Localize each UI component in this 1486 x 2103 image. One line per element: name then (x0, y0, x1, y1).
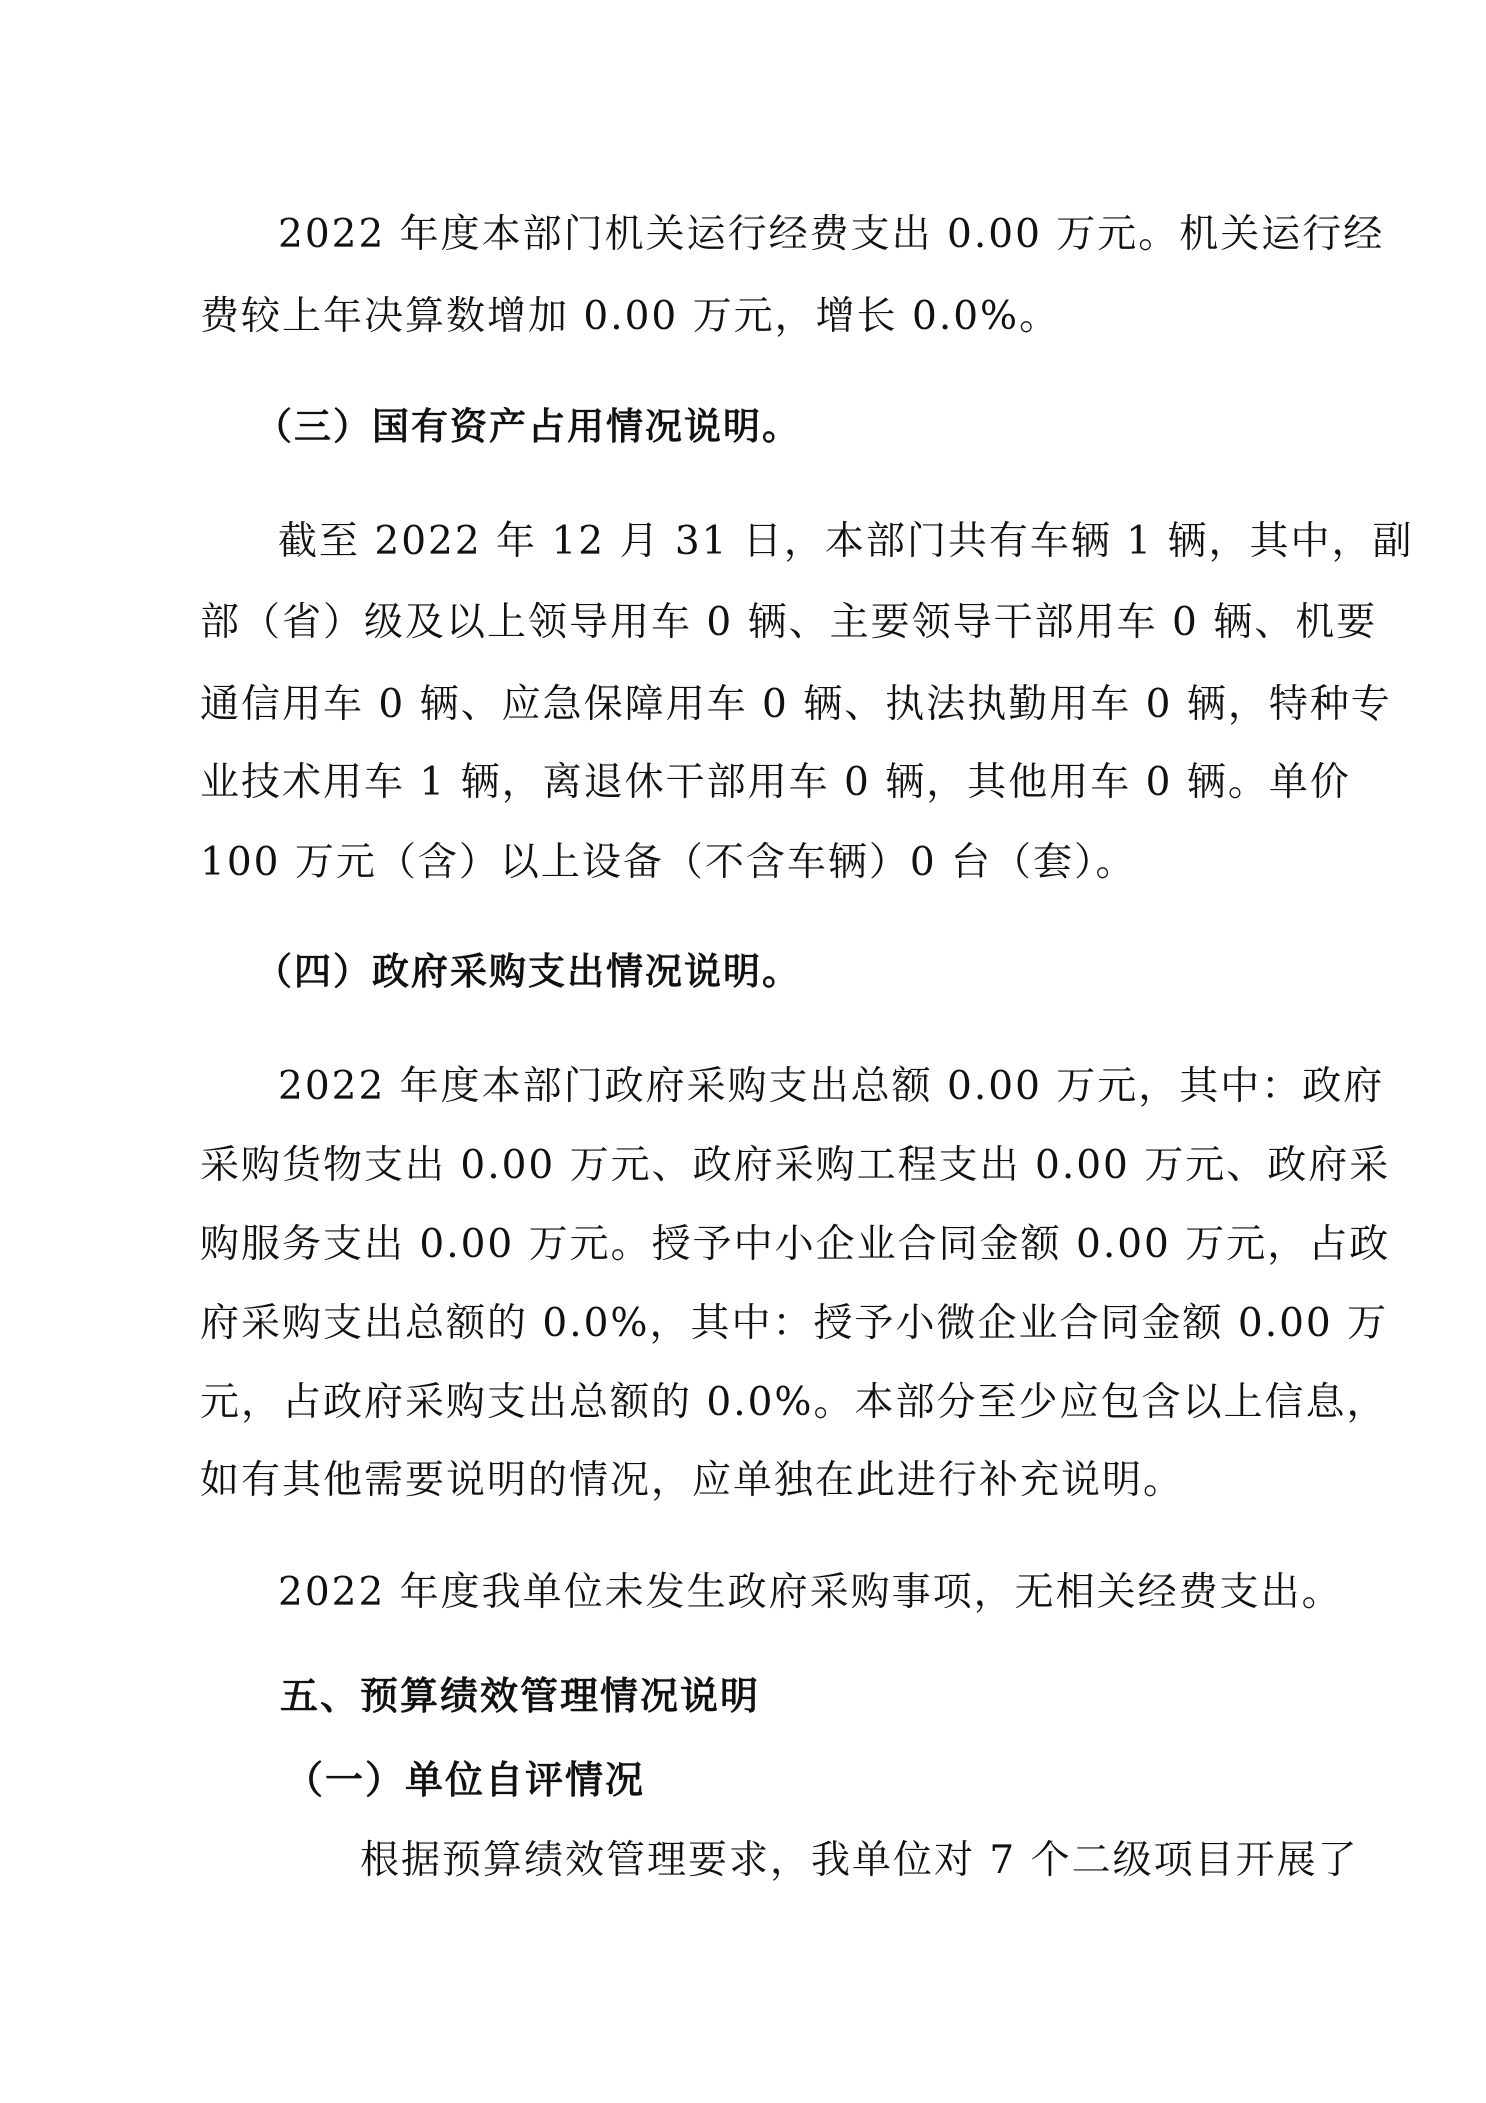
paragraph-line: 如有其他需要说明的情况，应单独在此进行补充说明。 (200, 1458, 1185, 1503)
paragraph-line: 截至 2022 年 12 月 31 日，本部门共有车辆 1 辆，其中，副 (278, 519, 1414, 564)
paragraph-line: 费较上年决算数增加 0.00 万元，增长 0.0%。 (200, 294, 1061, 339)
paragraph-line: 采购货物支出 0.00 万元、政府采购工程支出 0.00 万元、政府采 (200, 1143, 1391, 1188)
paragraph-line: 2022 年度本部门政府采购支出总额 0.00 万元，其中：政府 (278, 1064, 1385, 1109)
paragraph-line: 部（省）级及以上领导用车 0 辆、主要领导干部用车 0 辆、机要 (200, 600, 1378, 645)
chapter-heading: 五、预算绩效管理情况说明 (280, 1674, 761, 1718)
paragraph-line: 府采购支出总额的 0.0%，其中：授予小微企业合同金额 0.00 万 (200, 1301, 1389, 1346)
section-heading: （三）国有资产占用情况说明。 (255, 405, 801, 448)
paragraph-line: 通信用车 0 辆、应急保障用车 0 辆、执法执勤用车 0 辆，特种专 (200, 682, 1392, 727)
paragraph-line: 业技术用车 1 辆，离退休干部用车 0 辆，其他用车 0 辆。单价 (200, 760, 1351, 805)
paragraph-line: 购服务支出 0.00 万元。授予中小企业合同金额 0.00 万元，占政 (200, 1222, 1391, 1267)
paragraph-line: 100 万元（含）以上设备（不含车辆）0 台（套）。 (200, 840, 1137, 885)
paragraph-line: 2022 年度我单位未发生政府采购事项，无相关经费支出。 (278, 1570, 1343, 1615)
subsection-heading: （一）单位自评情况 (285, 1758, 646, 1802)
section-heading: （四）政府采购支出情况说明。 (255, 950, 801, 993)
paragraph-line: 2022 年度本部门机关运行经费支出 0.00 万元。机关运行经 (278, 212, 1385, 257)
paragraph-line: 根据预算绩效管理要求，我单位对 7 个二级项目开展了 (360, 1838, 1359, 1883)
paragraph-line: 元，占政府采购支出总额的 0.0%。本部分至少应包含以上信息， (200, 1380, 1388, 1425)
